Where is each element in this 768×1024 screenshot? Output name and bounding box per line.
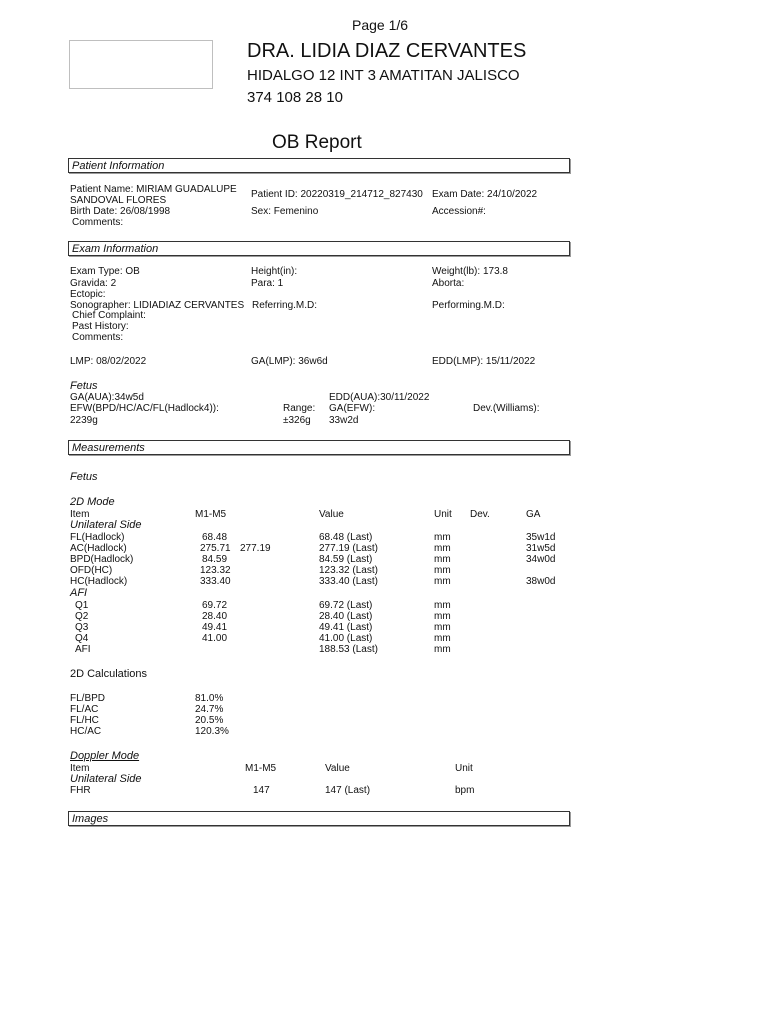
measurements-header — [68, 440, 570, 455]
past-history: Past History: — [72, 321, 129, 332]
ga-lmp: GA(LMP): 36w6d — [251, 356, 328, 367]
afi-row-item: AFI — [75, 644, 91, 655]
table-row-value: 123.32 (Last) — [319, 565, 378, 576]
efw-value: 2239g — [70, 415, 98, 426]
afi-title: AFI — [70, 587, 88, 599]
col-header-unit: Unit — [434, 509, 452, 520]
doppler-row-item: FHR — [70, 785, 91, 796]
ectopic: Ectopic: — [70, 289, 106, 300]
2d-calculations-title: 2D Calculations — [70, 668, 148, 680]
table-row-value: 333.40 (Last) — [319, 576, 378, 587]
table-row-unit: mm — [434, 565, 451, 576]
table-row-m1: 123.32 — [200, 565, 231, 576]
table-row-value: 84.59 (Last) — [319, 554, 373, 565]
2d-mode-title: 2D Mode — [70, 496, 115, 508]
images-header — [68, 811, 570, 826]
table-row-m1: 84.59 — [202, 554, 228, 565]
afi-row-unit: mm — [434, 633, 451, 644]
ga-efw-label: GA(EFW): — [329, 403, 376, 414]
doppler-unilateral-title: Unilateral Side — [70, 773, 142, 785]
table-row-item: FL(Hadlock) — [70, 532, 125, 543]
table-row-ga: 38w0d — [526, 576, 556, 587]
calc-label: FL/HC — [70, 715, 99, 726]
col-header-dev: Dev. — [470, 509, 490, 520]
exam-comments: Comments: — [72, 332, 124, 343]
aborta: Aborta: — [432, 278, 465, 289]
height: Height(in): — [251, 266, 298, 277]
calc-value: 81.0% — [195, 693, 224, 704]
table-row-unit: mm — [434, 576, 451, 587]
exam-information-header — [68, 241, 570, 256]
table-row-item: BPD(Hadlock) — [70, 554, 134, 565]
table-row-m1: 275.71 — [200, 543, 231, 554]
afi-row-m1: 49.41 — [202, 622, 228, 633]
afi-row-unit: mm — [434, 622, 451, 633]
afi-row-unit: mm — [434, 611, 451, 622]
doctor-name: DRA. LIDIA DIAZ CERVANTES — [247, 40, 527, 62]
col-header-value: Value — [319, 509, 344, 520]
fetus-summary-title: Fetus — [70, 380, 98, 392]
measurements-title: Measurements — [72, 442, 145, 454]
doppler-row-unit: bpm — [455, 785, 475, 796]
calc-value: 120.3% — [195, 726, 229, 737]
afi-row-value: 28.40 (Last) — [319, 611, 373, 622]
table-row-value: 68.48 (Last) — [319, 532, 373, 543]
patient-name-line1: Patient Name: MIRIAM GUADALUPE — [70, 184, 237, 195]
afi-row-m1: 41.00 — [202, 633, 228, 644]
images-title: Images — [72, 813, 109, 825]
unilateral-side-title: Unilateral Side — [70, 519, 142, 531]
doppler-row-m1: 147 — [253, 785, 270, 796]
patient-information-title: Patient Information — [72, 160, 165, 172]
doctor-address: HIDALGO 12 INT 3 AMATITAN JALISCO — [247, 67, 520, 84]
doppler-row-value: 147 (Last) — [325, 785, 371, 796]
performing-md: Performing.M.D: — [432, 300, 505, 311]
patient-comments: Comments: — [72, 217, 124, 228]
calc-value: 24.7% — [195, 704, 224, 715]
sonographer: Sonographer: LIDIADIAZ CERVANTES — [70, 300, 245, 311]
patient-information-header — [68, 158, 570, 173]
afi-row-value: 69.72 (Last) — [319, 600, 373, 611]
measurements-fetus-title: Fetus — [70, 471, 98, 483]
afi-row-item: Q2 — [75, 611, 89, 622]
range-label: Range: — [283, 403, 316, 414]
afi-row-unit: mm — [434, 600, 451, 611]
exam-date: Exam Date: 24/10/2022 — [432, 189, 538, 200]
table-row-m1: 68.48 — [202, 532, 228, 543]
afi-row-item: Q3 — [75, 622, 89, 633]
calc-value: 20.5% — [195, 715, 224, 726]
ga-efw-value: 33w2d — [329, 415, 359, 426]
calc-label: FL/AC — [70, 704, 99, 715]
table-row-item: HC(Hadlock) — [70, 576, 128, 587]
afi-row-item: Q1 — [75, 600, 89, 611]
range-value: ±326g — [283, 415, 311, 426]
table-row-item: OFD(HC) — [70, 565, 113, 576]
doppler-col-value: Value — [325, 763, 350, 774]
afi-row-value: 49.41 (Last) — [319, 622, 373, 633]
afi-row-value: 41.00 (Last) — [319, 633, 373, 644]
table-row-item: AC(Hadlock) — [70, 543, 127, 554]
doppler-col-m1m5: M1-M5 — [245, 763, 277, 774]
ga-aua: GA(AUA):34w5d — [70, 392, 144, 403]
referring-md: Referring.M.D: — [252, 300, 318, 311]
accession: Accession#: — [432, 206, 486, 217]
table-row-ga: 31w5d — [526, 543, 556, 554]
doctor-phone: 374 108 28 10 — [247, 89, 343, 106]
patient-name-line2: SANDOVAL FLORES — [70, 195, 167, 206]
sex: Sex: Femenino — [251, 206, 319, 217]
col-header-m1m5: M1-M5 — [195, 509, 227, 520]
birth-date: Birth Date: 26/08/1998 — [70, 206, 171, 217]
table-row-value: 277.19 (Last) — [319, 543, 378, 554]
table-row-unit: mm — [434, 543, 451, 554]
dev-williams: Dev.(Williams): — [473, 403, 540, 414]
table-row-unit: mm — [434, 532, 451, 543]
afi-row-value: 188.53 (Last) — [319, 644, 378, 655]
chief-complaint: Chief Complaint: — [72, 310, 146, 321]
edd-lmp: EDD(LMP): 15/11/2022 — [432, 356, 536, 367]
col-header-item: Item — [70, 509, 90, 520]
page-number: Page 1/6 — [352, 17, 409, 33]
col-header-ga: GA — [526, 509, 541, 520]
doppler-col-unit: Unit — [455, 763, 473, 774]
afi-row-item: Q4 — [75, 633, 89, 644]
table-row-ga: 34w0d — [526, 554, 556, 565]
table-row-ga: 35w1d — [526, 532, 556, 543]
logo-box — [69, 40, 213, 89]
report-title: OB Report — [272, 132, 362, 153]
doppler-mode-title: Doppler Mode — [70, 750, 140, 762]
edd-aua: EDD(AUA):30/11/2022 — [329, 392, 430, 403]
efw-label: EFW(BPD/HC/AC/FL(Hadlock4)): — [70, 403, 219, 414]
calc-label: HC/AC — [70, 726, 102, 737]
lmp: LMP: 08/02/2022 — [70, 356, 147, 367]
patient-id: Patient ID: 20220319_214712_827430 — [251, 189, 423, 200]
afi-row-unit: mm — [434, 644, 451, 655]
exam-information-title: Exam Information — [72, 243, 159, 255]
weight: Weight(lb): 173.8 — [432, 266, 508, 277]
table-row-unit: mm — [434, 554, 451, 565]
table-row-m1: 333.40 — [200, 576, 231, 587]
doppler-col-item: Item — [70, 763, 90, 774]
exam-type: Exam Type: OB — [70, 266, 140, 277]
afi-row-m1: 69.72 — [202, 600, 228, 611]
table-row-m2: 277.19 — [240, 543, 271, 554]
gravida: Gravida: 2 — [70, 278, 117, 289]
para: Para: 1 — [251, 278, 284, 289]
afi-row-m1: 28.40 — [202, 611, 228, 622]
calc-label: FL/BPD — [70, 693, 106, 704]
